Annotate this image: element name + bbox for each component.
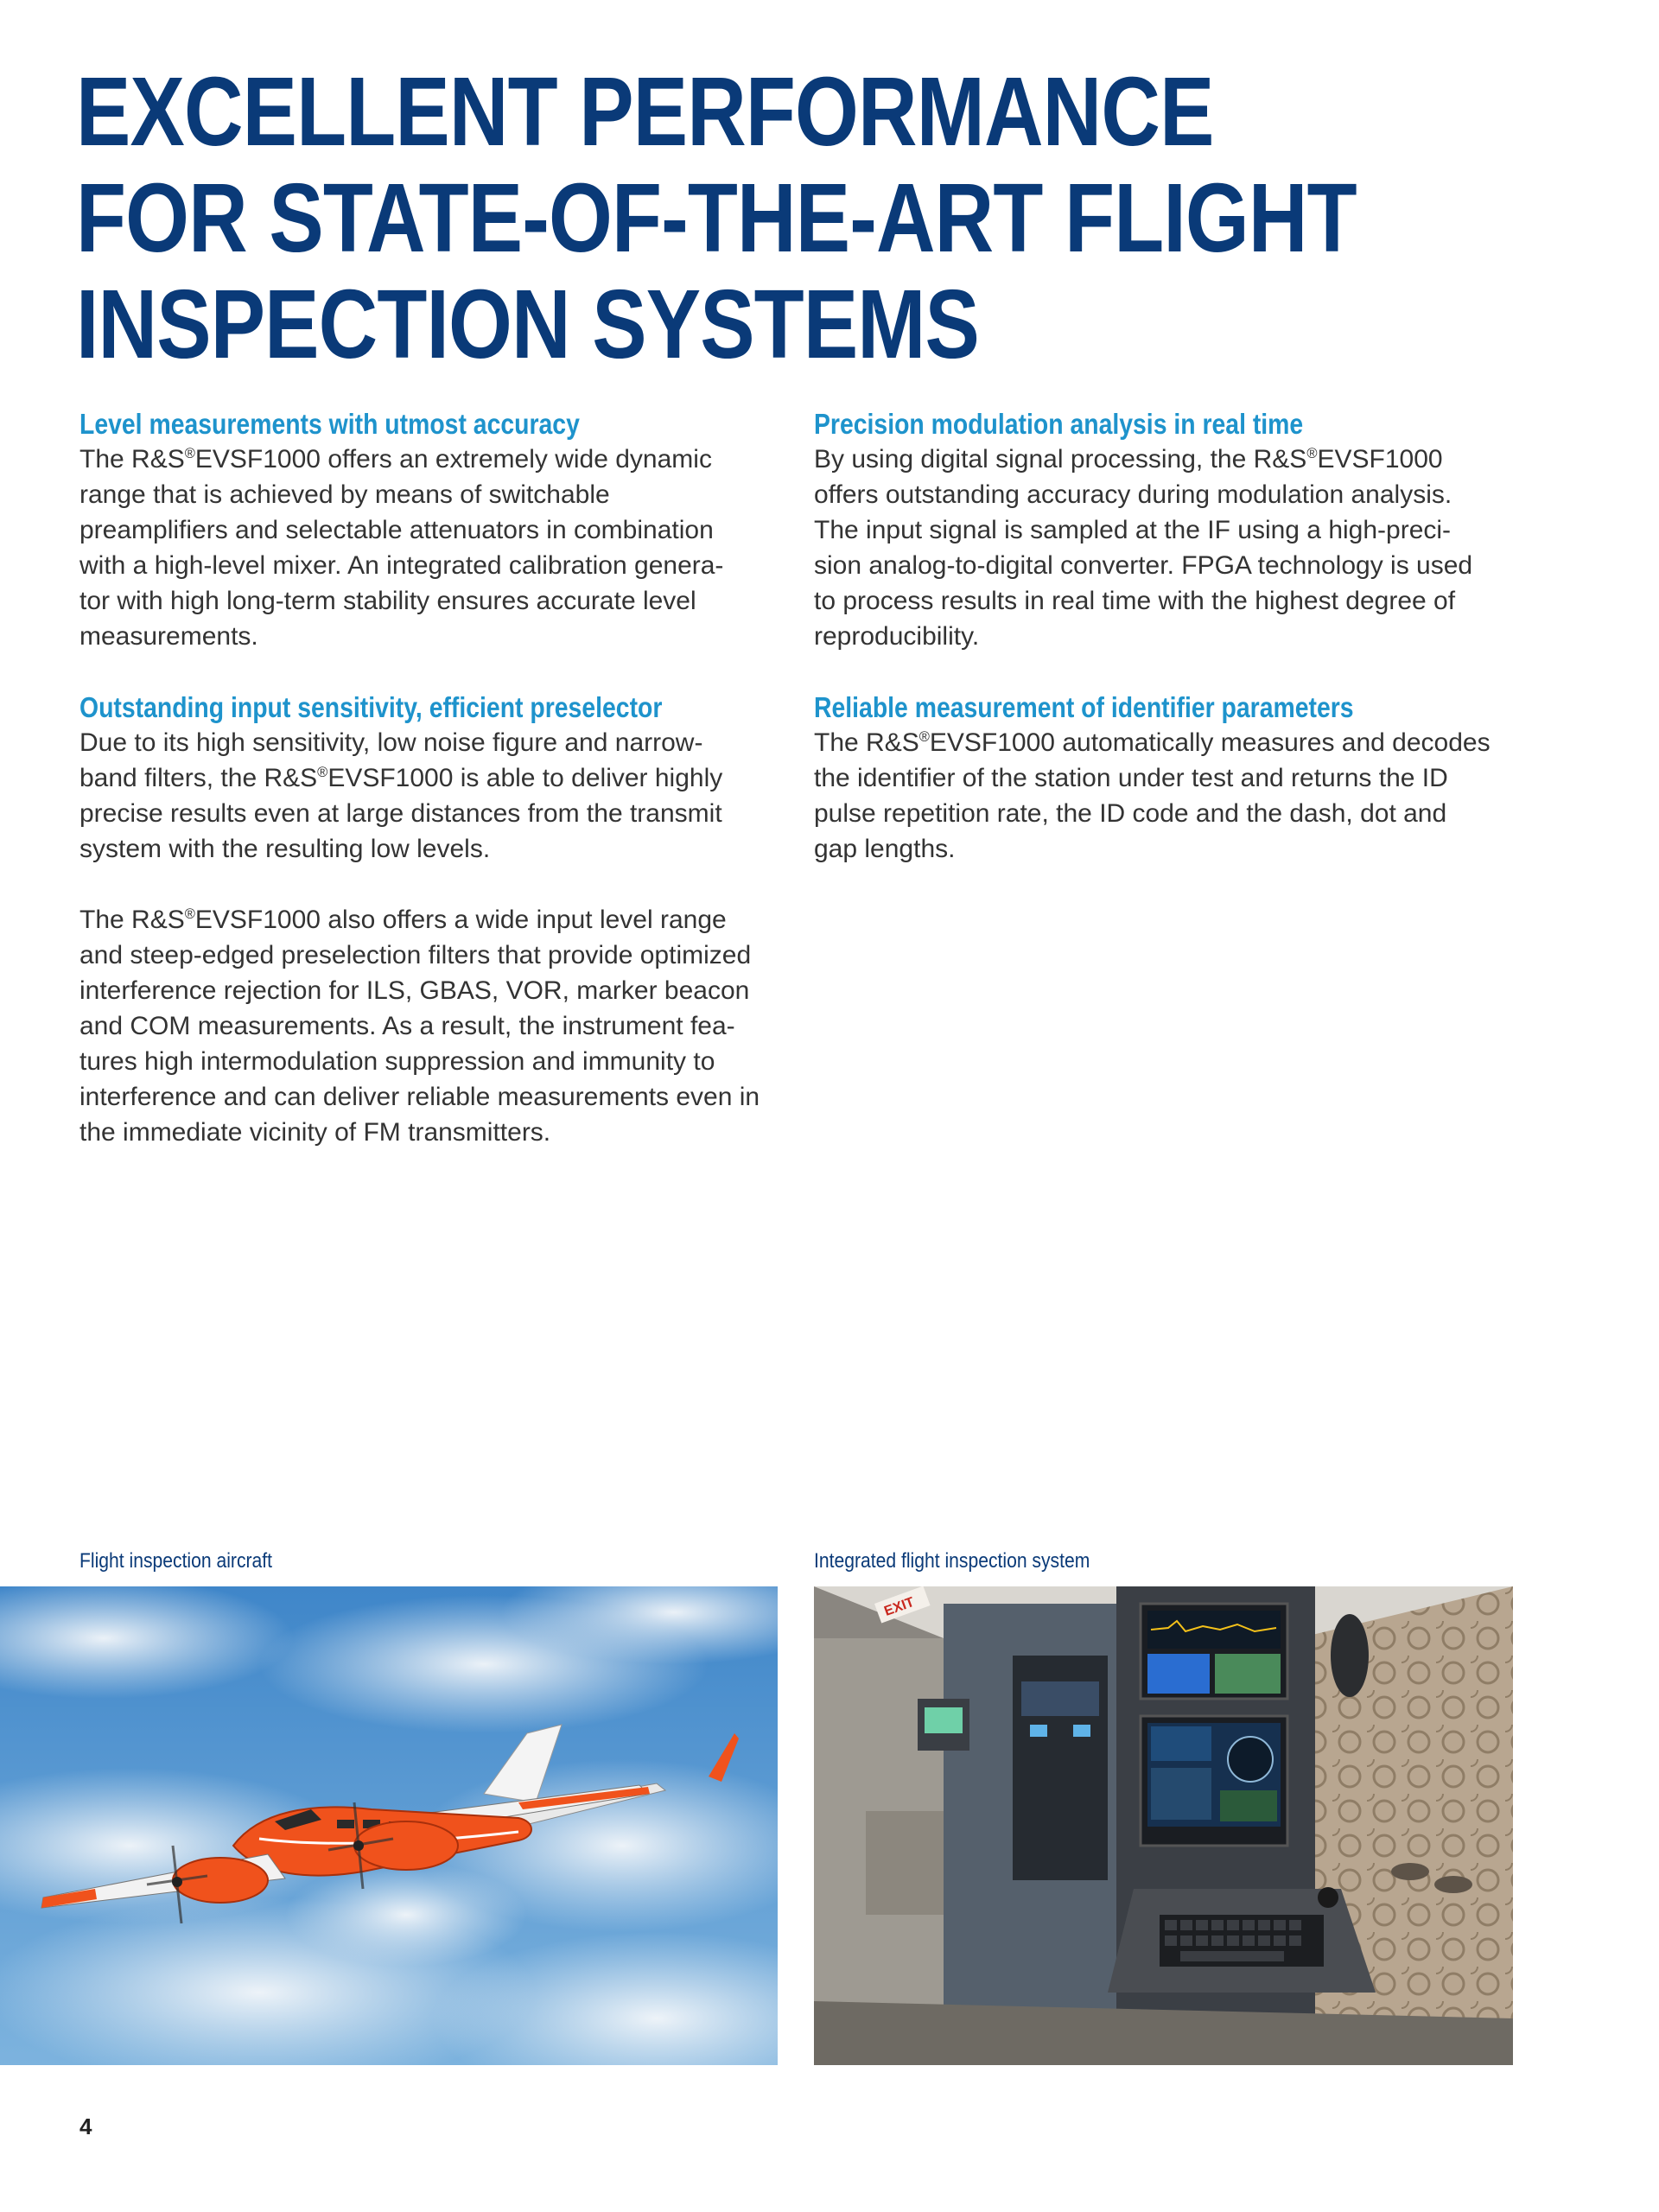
- section-input-sensitivity: [79, 690, 788, 1150]
- text-run: By using digital signal processing, the R&S: [814, 445, 1307, 474]
- section-identifier-parameters: [814, 690, 1522, 867]
- section-paragraph: [79, 442, 788, 654]
- section-paragraph: [79, 725, 788, 867]
- section-modulation-analysis: [814, 406, 1522, 654]
- cabin-illustration: [814, 1586, 1513, 2065]
- text-run: EVSF1000 is able to deliver highly precise results even at large distances from the transmit system with the resulting low levels.: [79, 764, 723, 863]
- text-run: The R&S: [814, 728, 919, 757]
- title-line-2: FOR STATE-OF-THE-ART FLIGHT: [76, 163, 1357, 272]
- text-run: EVSF1000 offers outstanding accuracy during modulation analysis. The input signal is sampled at the IF using a high-preci- sion analog-to-digital converter. FPGA technology is used to process results in real time with the highest degree of reproducibility.: [814, 445, 1473, 651]
- page-number: 4: [79, 2113, 92, 2139]
- section-heading: Precision modulation analysis in real time: [814, 408, 1304, 440]
- registered-mark: ®: [1306, 446, 1318, 461]
- text-run: EVSF1000 also offers a wide input level range and steep-edged preselection filters that provide optimized interference rejection for ILS, GBAS, VOR, marker beacon and COM measurements. As a result, the instrument fea- tures high intermodulation suppression and immunity to interference and can deliver reliable measurements even in the immediate vicinity of FM transmitters.: [79, 906, 760, 1147]
- text-run: Due to its high sensitivity, low noise figure and narrow- band filters, the R&S: [79, 728, 703, 792]
- text-run: EVSF1000 automatically measures and decodes the identifier of the station under test and returns the ID pulse repetition rate, the ID code and the dash, dot and gap lengths.: [814, 728, 1491, 863]
- section-level-measurements: [79, 406, 788, 654]
- registered-mark: ®: [918, 729, 930, 745]
- page-title: [76, 57, 1357, 378]
- registered-mark: ®: [184, 906, 195, 922]
- section-heading: Outstanding input sensitivity, efficient preselector: [79, 691, 663, 723]
- aircraft-photo: [0, 1586, 778, 2065]
- text-run: The R&S: [79, 906, 185, 934]
- title-line-1: EXCELLENT PERFORMANCE: [76, 57, 1214, 166]
- aircraft-illustration: [0, 1586, 778, 2065]
- section-heading: Reliable measurement of identifier parameters: [814, 691, 1354, 723]
- exit-sign: EXIT: [882, 1594, 917, 1619]
- text-run: The R&S: [79, 445, 185, 474]
- text-run: EVSF1000 offers an extremely wide dynamic range that is achieved by means of switchable preamplifiers and selectable attenuators in combination with a high-level mixer. An integrated calibration genera- tor with high long-term stability ensures accurate level measurements.: [79, 445, 724, 651]
- figure-caption-aircraft: Flight inspection aircraft: [79, 1549, 273, 1573]
- section-paragraph: [79, 902, 788, 1150]
- registered-mark: ®: [317, 765, 328, 780]
- section-heading: Level measurements with utmost accuracy: [79, 408, 580, 440]
- right-column: [814, 406, 1522, 902]
- title-line-3: INSPECTION SYSTEMS: [76, 270, 979, 378]
- left-column: [79, 406, 788, 1185]
- section-paragraph: [814, 725, 1522, 867]
- figure-caption-system: Integrated flight inspection system: [814, 1549, 1090, 1573]
- inspection-system-photo: [814, 1586, 1513, 2065]
- registered-mark: ®: [184, 446, 195, 461]
- section-paragraph: [814, 442, 1522, 654]
